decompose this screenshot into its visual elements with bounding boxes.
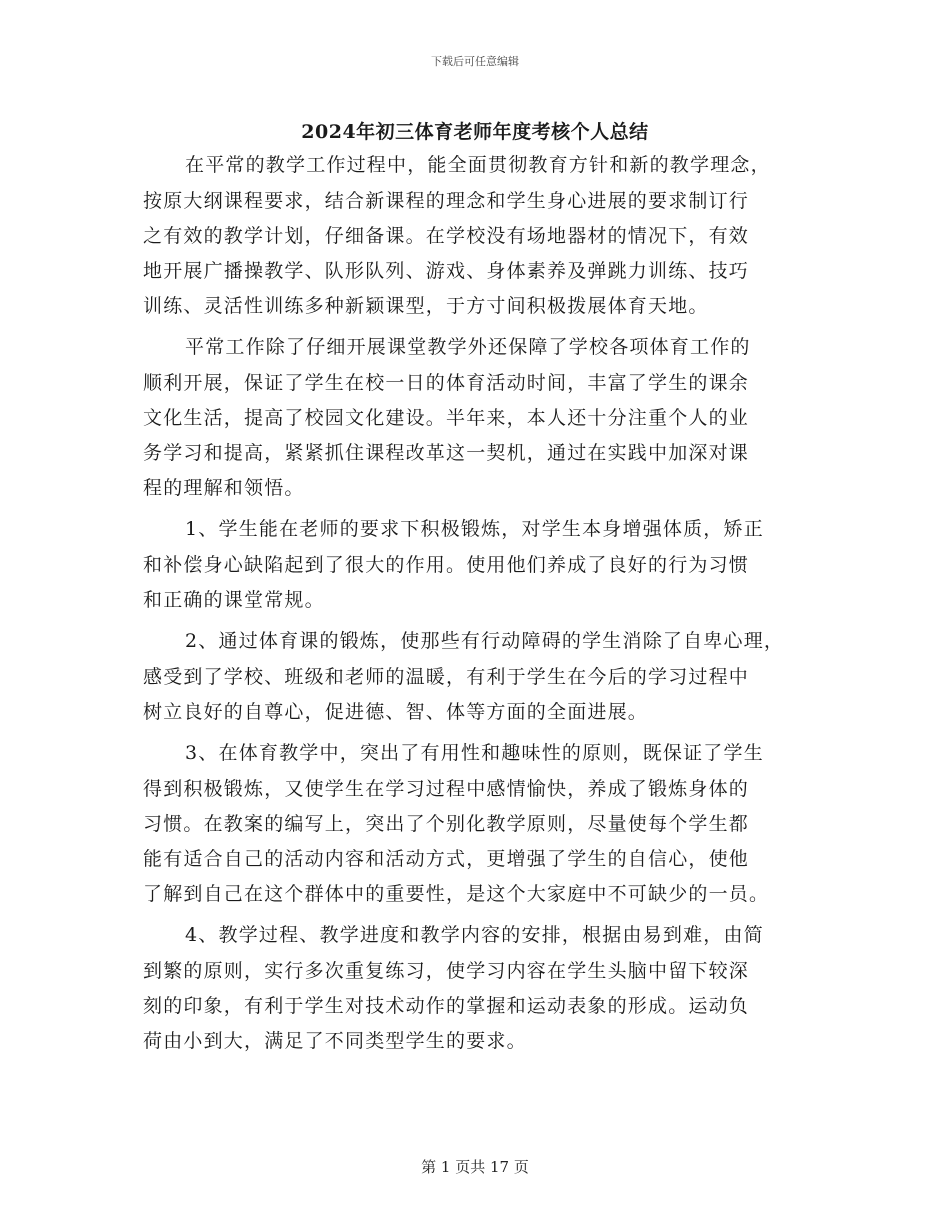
body-line: 之有效的教学计划，仔细备课。在学校没有场地器材的情况下，有效 [143,225,750,247]
body-line: 习惯。在教案的编写上，突出了个别化教学原则，尽量使每个学生都 [143,813,750,835]
body-line: 文化生活，提高了校园文化建设。半年来，本人还十分注重个人的业 [143,407,750,429]
body-line: 按原大纲课程要求，结合新课程的理念和学生身心进展的要求制订行 [143,190,750,212]
body-line: 能有适合自己的活动内容和活动方式，更增强了学生的自信心，使他 [143,848,750,870]
header-note: 下载后可任意编辑 [431,55,519,68]
body-line: 和正确的课堂常规。 [143,589,325,611]
body-line: 在平常的教学工作过程中，能全面贯彻教育方针和新的教学理念， [185,154,771,176]
body-line: 荷由小到大，满足了不同类型学生的要求。 [143,1030,527,1052]
body-line: 2、通过体育课的锻炼，使那些有行动障碍的学生消除了自卑心理， [185,630,785,652]
body-line: 4、教学过程、教学进度和教学内容的安排，根据由易到难，由简 [185,924,764,946]
body-line: 到繁的原则，实行多次重复练习，使学习内容在学生头脑中留下较深 [143,960,750,982]
body-line: 平常工作除了仔细开展课堂教学外还保障了学校各项体育工作的 [185,336,751,358]
body-line: 1、学生能在老师的要求下积极锻炼，对学生本身增强体质，矫正 [185,518,764,540]
body-line: 程的理解和领悟。 [143,477,305,499]
page-footer: 第 1 页共 17 页 [421,1158,529,1176]
body-line: 务学习和提高，紧紧抓住课程改革这一契机，通过在实践中加深对课 [143,442,750,464]
body-line: 训练、灵活性训练多种新颖课型，于方寸间积极拨展体育天地。 [143,295,709,317]
body-line: 感受到了学校、班级和老师的温暖，有利于学生在今后的学习过程中 [143,666,750,688]
body-line: 地开展广播操教学、队形队列、游戏、身体素养及弹跳力训练、技巧 [143,260,750,282]
body-line: 刻的印象，有利于学生对技术动作的掌握和运动表象的形成。运动负 [143,995,750,1017]
body-line: 得到积极锻炼，又使学生在学习过程中感情愉快，养成了锻炼身体的 [143,778,750,800]
body-line: 树立良好的自尊心，促进德、智、体等方面的全面进展。 [143,701,649,723]
body-line: 和补偿身心缺陷起到了很大的作用。使用他们养成了良好的行为习惯 [143,554,750,576]
document-title: 2024年初三体育老师年度考核个人总结 [301,121,649,143]
body-line: 顺利开展，保证了学生在校一日的体育活动时间，丰富了学生的课余 [143,372,750,394]
body-line: 3、在体育教学中，突出了有用性和趣味性的原则，既保证了学生 [185,742,764,764]
body-line: 了解到自己在这个群体中的重要性，是这个大家庭中不可缺少的一员。 [143,883,770,905]
